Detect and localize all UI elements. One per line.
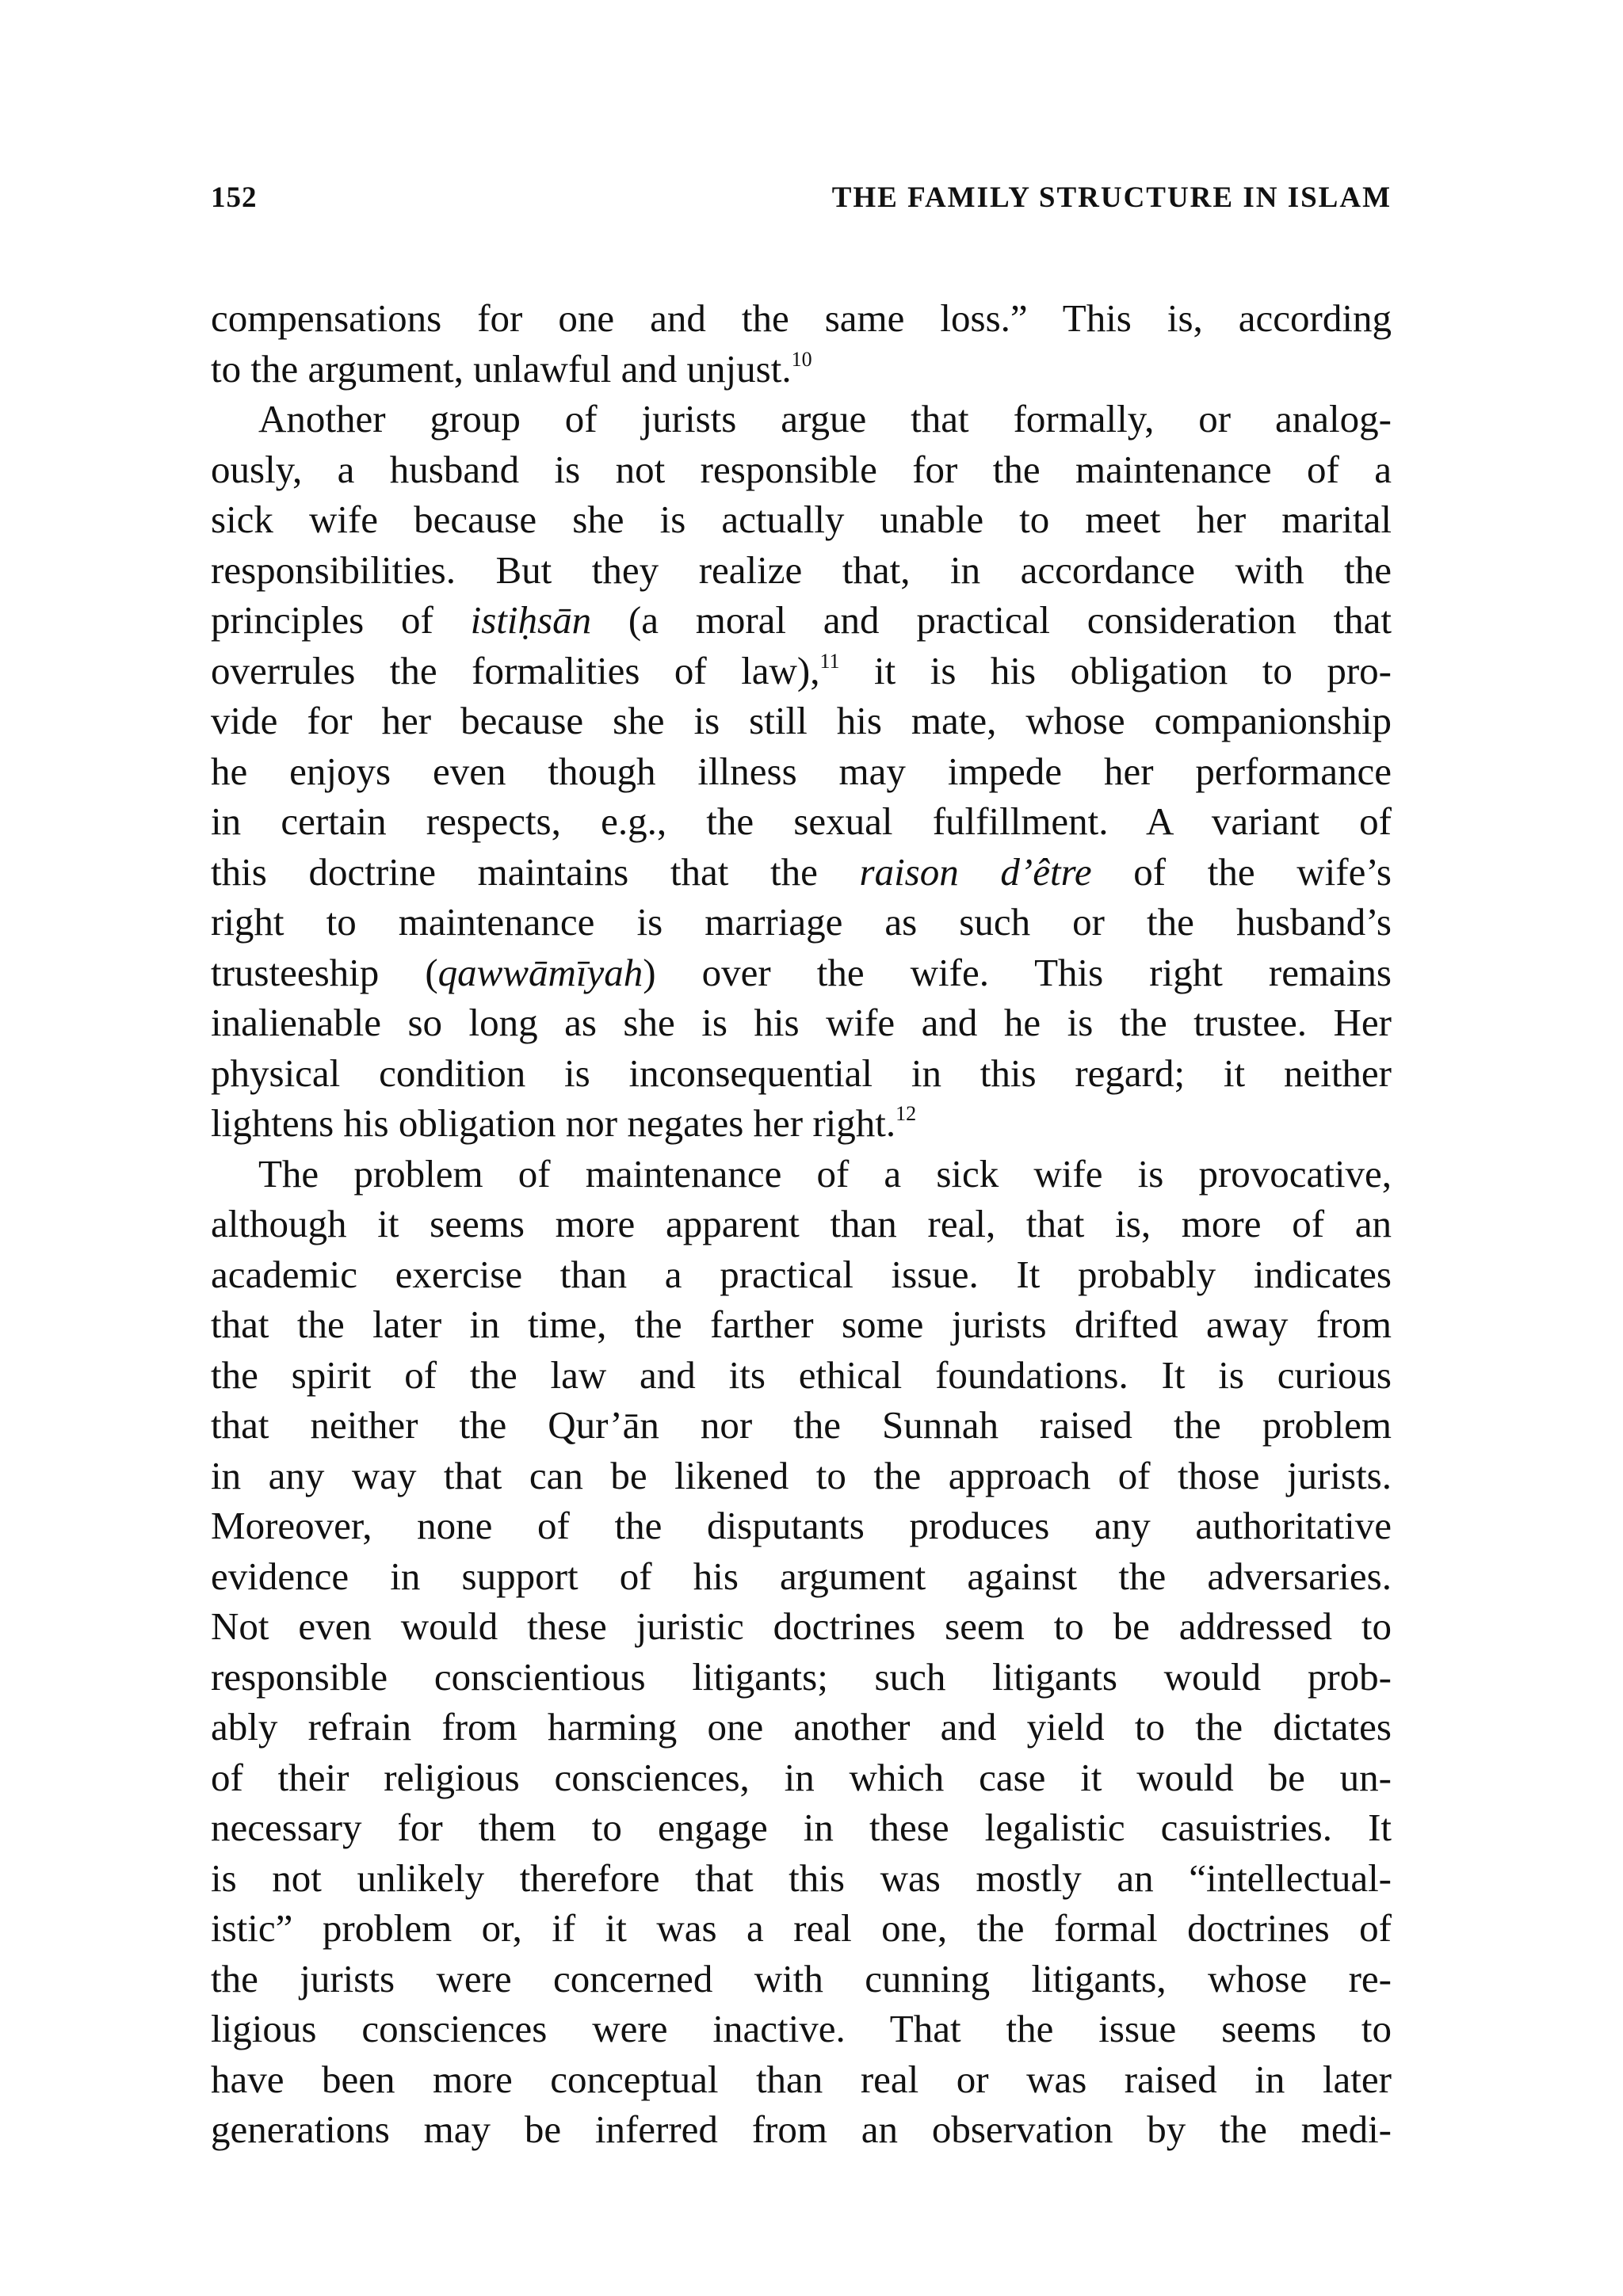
text-line: that neither the Qur’ān nor the Sunnah raised the problem [211,1403,1392,1447]
book-page [211,181,1392,2155]
text-line: lightens his obligation nor negates her right.$^{12}$ [211,1101,917,1145]
text-line: sick wife because she is actually unable to meet her marital [211,498,1392,541]
body-text [211,293,1392,2155]
text-line: to the argument, unlawful and unjust.$^{10}$ [211,346,812,391]
text-line: in certain respects, e.g., the sexual fulfillment. A variant of [211,799,1392,843]
page-number: 152 [211,181,258,214]
text-line: he enjoys even though illness may impede her performance [211,749,1392,793]
text-line: principles of istiḥsān (a moral and practical consideration that [211,598,1392,642]
text-line: responsible conscientious litigants; such litigants would prob- [211,1654,1392,1699]
paragraph-1 [211,293,1392,394]
text-line: Another group of jurists argue that formally, or analog- [258,397,1392,441]
text-line: responsibilities. But they realize that, in accordance with the [211,547,1392,592]
footnote-ref: 11 [819,649,840,673]
italic-term: istiḥsān [470,598,592,642]
text-line: this doctrine maintains that the raison d’être of the wife’s [211,849,1392,894]
text-line: The problem of maintenance of a sick wife is provocative, [258,1151,1392,1196]
text-line: necessary for them to engage in these legalistic casuistries. It [211,1806,1392,1849]
paragraph-3 [211,1149,1392,2155]
text-line: inalienable so long as she is his wife and he is the trustee. Her [211,1001,1392,1044]
paragraph-2 [211,394,1392,1149]
footnote-ref: 10 [791,347,812,371]
text-line: ably refrain from harming one another and yield to the dictates [211,1705,1392,1749]
text-line: evidence in support of his argument against the adversaries. [211,1554,1392,1598]
text-line: generations may be inferred from an observation by the medi- [211,2107,1392,2151]
italic-term: qawwāmīyah [437,950,643,994]
italic-term: raison d’être [859,849,1092,894]
text-line: the jurists were concerned with cunning litigants, whose re- [211,1956,1392,2000]
text-line: academic exercise than a practical issue. It probably indicates [211,1252,1392,1296]
text-line: Not even would these juristic doctrines seem to be addressed to [211,1604,1392,1648]
text-line: istic” problem or, if it was a real one, the formal doctrines of [211,1906,1392,1950]
text-line: that the later in time, the farther some jurists drifted away from [211,1302,1392,1346]
text-line: the spirit of the law and its ethical foundations. It is curious [211,1352,1392,1397]
text-line: is not unlikely therefore that this was mostly an “intellectual- [211,1855,1392,1900]
text-line: in any way that can be likened to the approach of those jurists. [211,1453,1392,1497]
text-line: ligious consciences were inactive. That the issue seems to [211,2007,1392,2050]
text-line: of their religious consciences, in which case it would be un- [211,1755,1392,1799]
running-head [211,181,1392,228]
text-line: physical condition is inconsequential in this regard; it neither [211,1051,1392,1095]
text-line: have been more conceptual than real or was raised in later [211,2057,1392,2101]
running-title: THE FAMILY STRUCTURE IN ISLAM [831,181,1392,214]
text-line: although it seems more apparent than real, that is, more of an [211,1202,1392,1245]
footnote-ref: 12 [896,1102,917,1125]
text-line: Moreover, none of the disputants produces any authoritative [211,1504,1392,1547]
text-line: right to maintenance is marriage as such or the husband’s [211,900,1392,944]
text-line: vide for her because she is still his mate, whose companionship [211,699,1392,742]
text-line: overrules the formalities of law),$^{11}$ it is his obligation to pro- [211,648,1392,692]
text-line: compensations for one and the same loss.” This is, according [211,296,1392,340]
text-line: trusteeship (qawwāmīyah) over the wife. This right remains [211,950,1392,994]
text-line: ously, a husband is not responsible for the maintenance of a [211,447,1392,491]
